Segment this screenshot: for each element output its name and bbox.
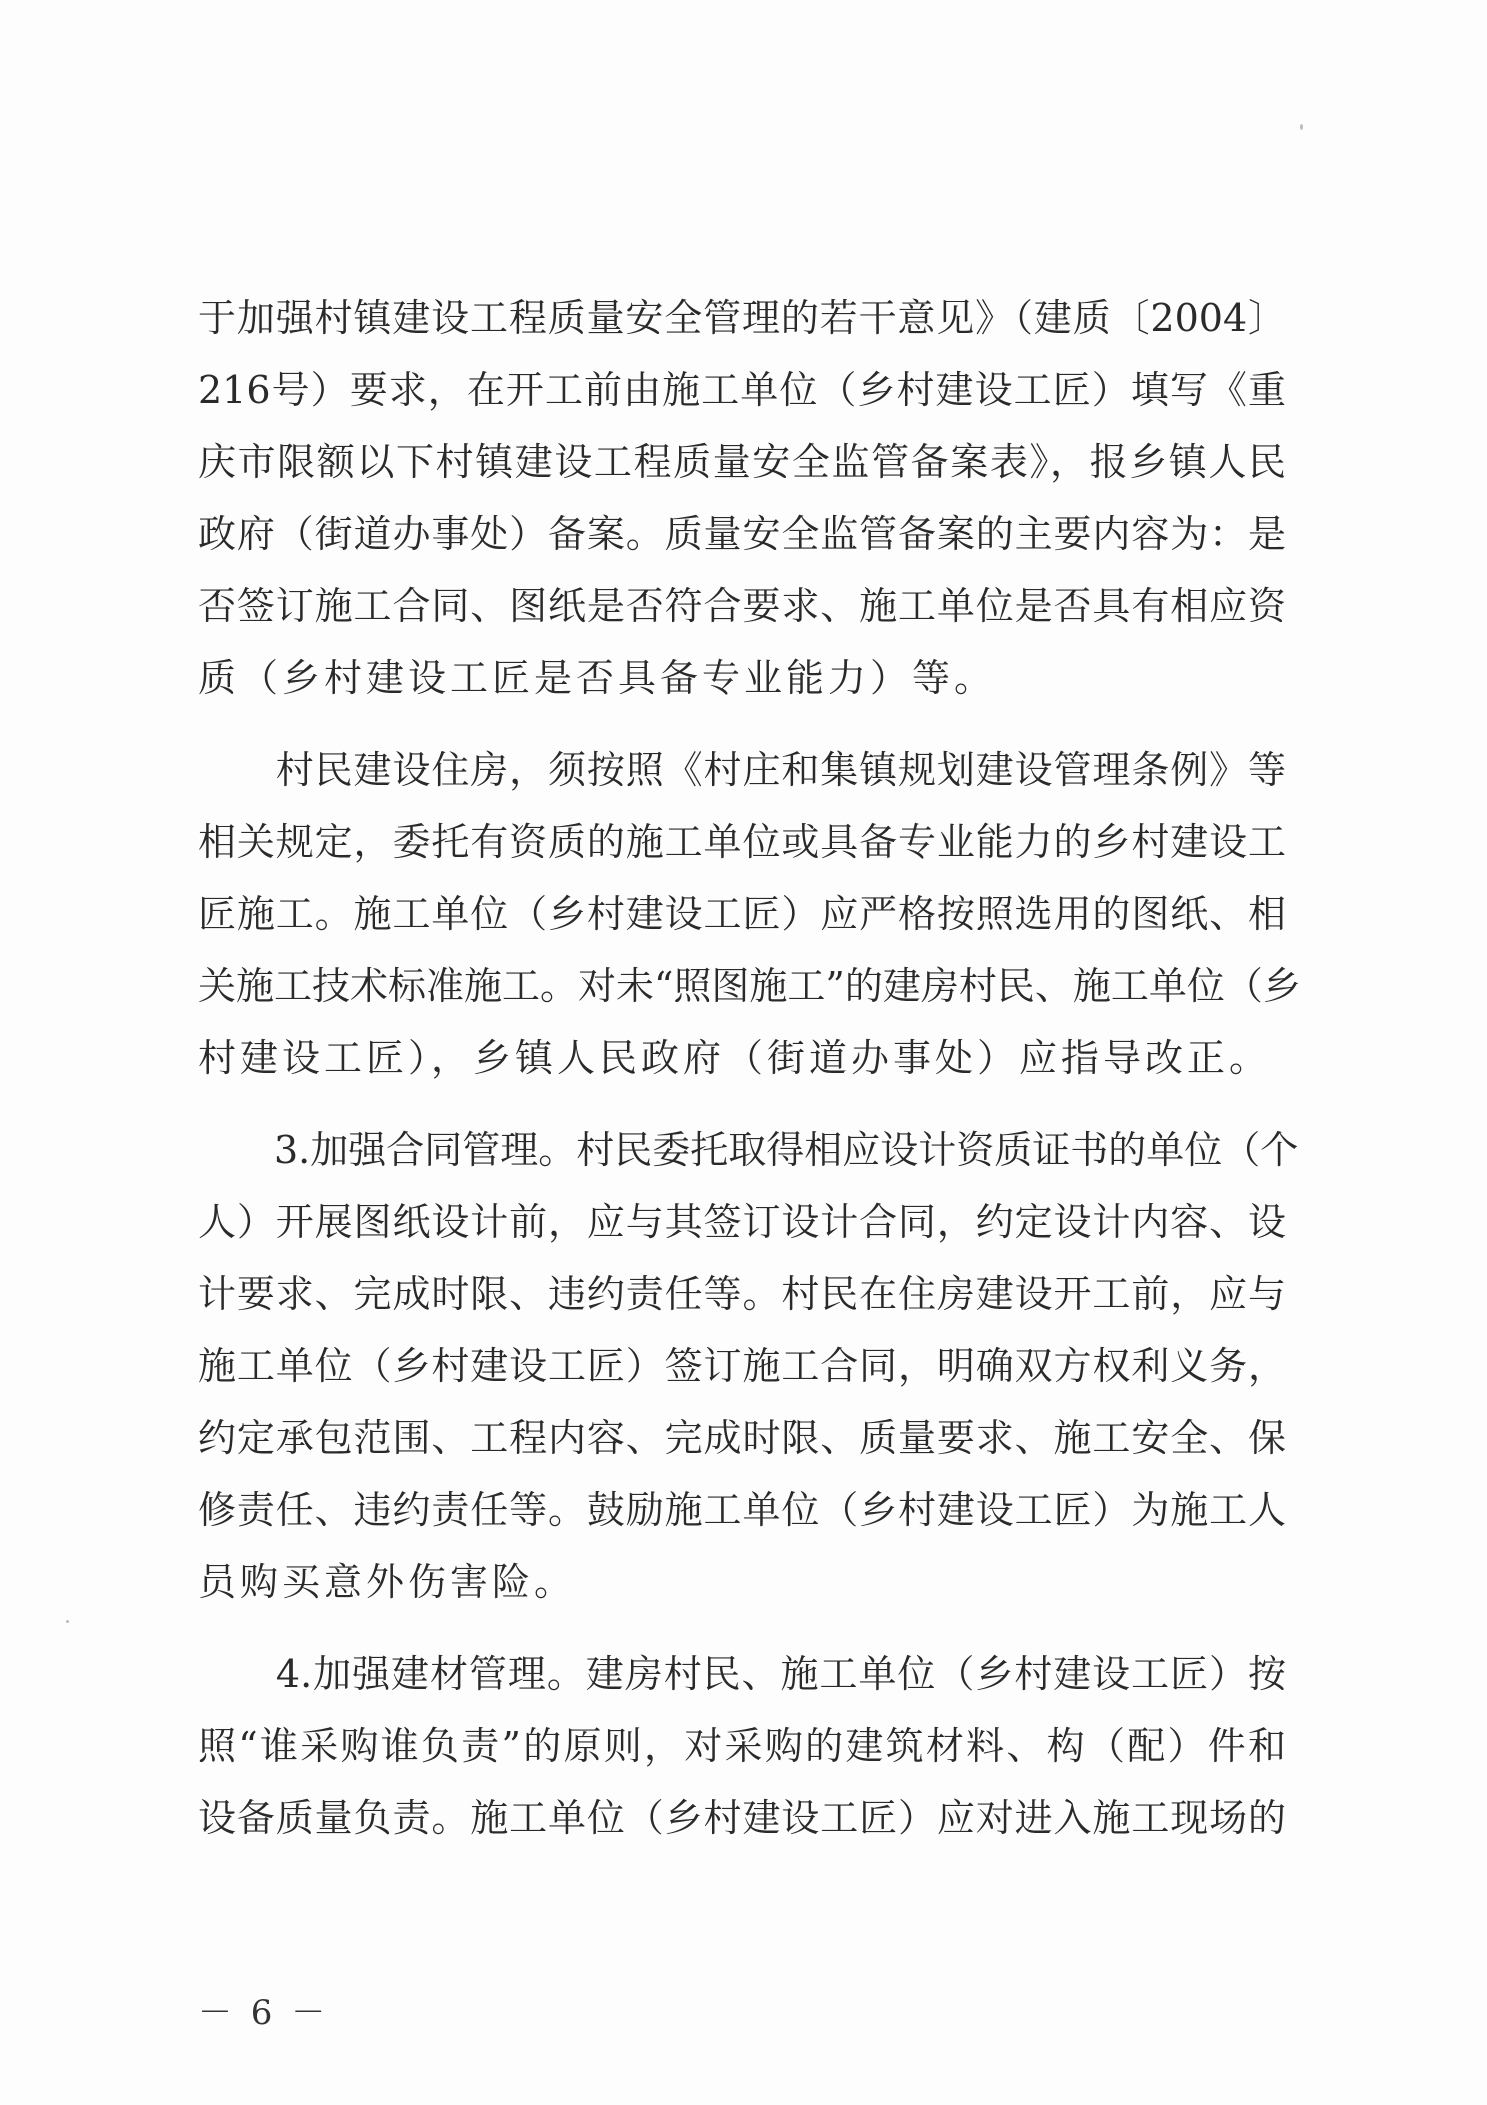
text-line: 计要求、完成时限、违约责任等。村民在住房建设开工前，应与 xyxy=(198,1272,1286,1316)
text-line: 相关规定，委托有资质的施工单位或具备专业能力的乡村建设工 xyxy=(198,820,1286,864)
document-body xyxy=(198,282,1301,1854)
text-line: 质（乡村建设工匠是否具备专业能力）等。 xyxy=(198,656,997,700)
text-line: 关施工技术标准施工。对未“照图施工”的建房村民、施工单位（乡 xyxy=(198,964,1301,1008)
text-line: 施工单位（乡村建设工匠）签订施工合同，明确双方权利义务， xyxy=(198,1344,1286,1388)
paragraph-1 xyxy=(198,282,1286,714)
text-line: 4.加强建材管理。建房村民、施工单位（乡村建设工匠）按 xyxy=(198,1652,1286,1696)
page-number: － 6 － xyxy=(198,1993,330,2033)
scan-speck xyxy=(66,1620,69,1623)
text-line: 匠施工。施工单位（乡村建设工匠）应严格按照选用的图纸、相 xyxy=(198,892,1286,936)
text-line: 修责任、违约责任等。鼓励施工单位（乡村建设工匠）为施工人 xyxy=(198,1488,1286,1532)
paragraph-2 xyxy=(198,734,1301,1094)
text-line: 设备质量负责。施工单位（乡村建设工匠）应对进入施工现场的 xyxy=(198,1796,1286,1840)
text-line: 庆市限额以下村镇建设工程质量安全监管备案表》，报乡镇人民 xyxy=(198,440,1286,484)
text-line: 村民建设住房，须按照《村庄和集镇规划建设管理条例》等 xyxy=(198,748,1286,792)
text-line: 人）开展图纸设计前，应与其签订设计合同，约定设计内容、设 xyxy=(198,1200,1286,1244)
text-line: 于加强村镇建设工程质量安全管理的若干意见》（建质〔2004〕 xyxy=(198,296,1286,340)
text-line: 政府（街道办事处）备案。质量安全监管备案的主要内容为：是 xyxy=(198,512,1286,556)
paragraph-4 xyxy=(198,1638,1286,1854)
paragraph-3 xyxy=(198,1114,1299,1618)
scan-speck xyxy=(1300,124,1303,130)
text-line: 216号）要求，在开工前由施工单位（乡村建设工匠）填写《重 xyxy=(198,368,1286,412)
text-line: 3.加强合同管理。村民委托取得相应设计资质证书的单位（个 xyxy=(198,1128,1299,1172)
text-line: 约定承包范围、工程内容、完成时限、质量要求、施工安全、保 xyxy=(198,1416,1286,1460)
text-line: 员购买意外伤害险。 xyxy=(198,1560,577,1604)
text-line: 村建设工匠），乡镇人民政府（街道办事处）应指导改正。 xyxy=(198,1036,1272,1080)
text-line: 否签订施工合同、图纸是否符合要求、施工单位是否具有相应资 xyxy=(198,584,1286,628)
text-line: 照“谁采购谁负责”的原则，对采购的建筑材料、构（配）件和 xyxy=(198,1724,1286,1768)
